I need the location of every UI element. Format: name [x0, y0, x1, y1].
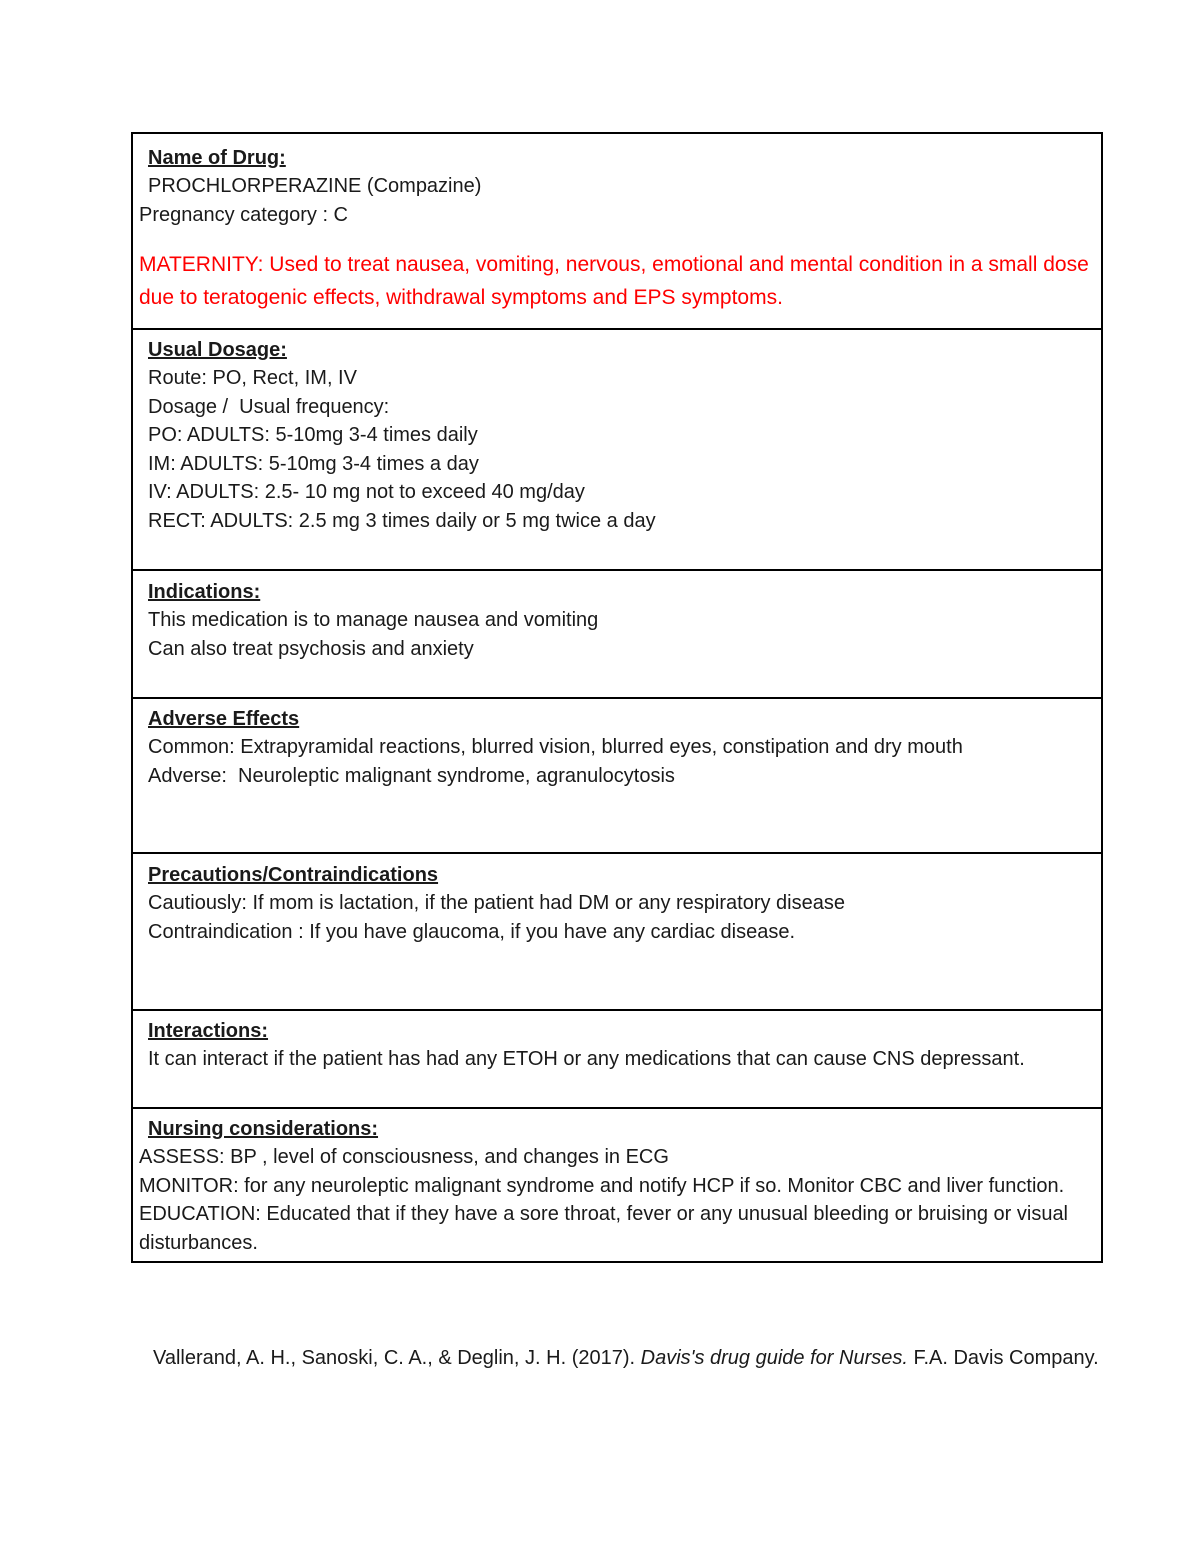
precautions-line: Cautiously: If mom is lactation, if the patient had DM or any respiratory disease — [148, 892, 845, 914]
precautions-heading: Precautions/Contraindications — [148, 864, 439, 886]
indications-section — [133, 571, 1101, 699]
indications-line: This medication is to manage nausea and vomiting — [148, 609, 599, 631]
indications-line: Can also treat psychosis and anxiety — [148, 637, 474, 660]
adverse-effects-heading: Adverse Effects — [148, 708, 300, 730]
reference-citation — [153, 1344, 1113, 1373]
drug-name: PROCHLORPERAZINE (Compazine) — [148, 175, 482, 197]
dosage-line: IV: ADULTS: 2.5- 10 mg not to exceed 40 mg/day — [148, 481, 585, 504]
dosage-line: IM: ADULTS: 5-10mg 3-4 times a day — [148, 452, 479, 475]
interactions-line: It can interact if the patient has had any ETOH or any medications that can cause CNS depressant. — [148, 1048, 1025, 1070]
dosage-line: Dosage / Usual frequency: — [148, 395, 390, 418]
usual-dosage-section — [133, 330, 1101, 571]
citation-authors: Vallerand, A. H., Sanoski, C. A., & Deglin, J. H. (2017). — [153, 1347, 641, 1369]
indications-heading: Indications: — [148, 581, 261, 603]
nursing-monitor: MONITOR: for any neuroleptic malignant syndrome and notify HCP if so. Monitor CBC and liver function. — [139, 1174, 1065, 1197]
nursing-assess: ASSESS: BP , level of consciousness, and changes in ECG — [139, 1146, 669, 1168]
nursing-considerations-heading: Nursing considerations: — [148, 1118, 379, 1140]
drug-name-heading: Name of Drug: — [148, 147, 286, 169]
usual-dosage-heading: Usual Dosage: — [148, 339, 287, 361]
dosage-line: PO: ADULTS: 5-10mg 3-4 times daily — [148, 424, 478, 447]
pregnancy-category: Pregnancy category : C — [139, 203, 348, 226]
dosage-line: RECT: ADULTS: 2.5 mg 3 times daily or 5 mg twice a day — [148, 509, 656, 532]
citation-publisher: F.A. Davis Company. — [907, 1347, 1099, 1369]
maternity-note: MATERNITY: Used to treat nausea, vomiting, nervous, emotional and mental condition in a small dose due to teratogenic effects, withdrawal symptoms and EPS symptoms. — [139, 253, 1089, 310]
drug-name-section — [133, 134, 1101, 330]
adverse-effects-section — [133, 699, 1101, 854]
nursing-considerations-section — [133, 1109, 1101, 1261]
interactions-heading: Interactions: — [148, 1020, 269, 1042]
drug-card — [131, 132, 1103, 1263]
nursing-education: EDUCATION: Educated that if they have a sore throat, fever or any unusual bleeding or bruising or visual disturbances. — [139, 1203, 1074, 1254]
citation-title: Davis's drug guide for Nurses. — [640, 1347, 908, 1369]
precautions-line: Contraindication : If you have glaucoma, if you have any cardiac disease. — [148, 920, 796, 943]
adverse-effects-line: Adverse: Neuroleptic malignant syndrome, agranulocytosis — [148, 764, 675, 787]
dosage-line: Route: PO, Rect, IM, IV — [148, 367, 357, 389]
interactions-section — [133, 1011, 1101, 1109]
precautions-section — [133, 854, 1101, 1011]
adverse-effects-line: Common: Extrapyramidal reactions, blurred vision, blurred eyes, constipation and dry mouth — [148, 736, 963, 758]
